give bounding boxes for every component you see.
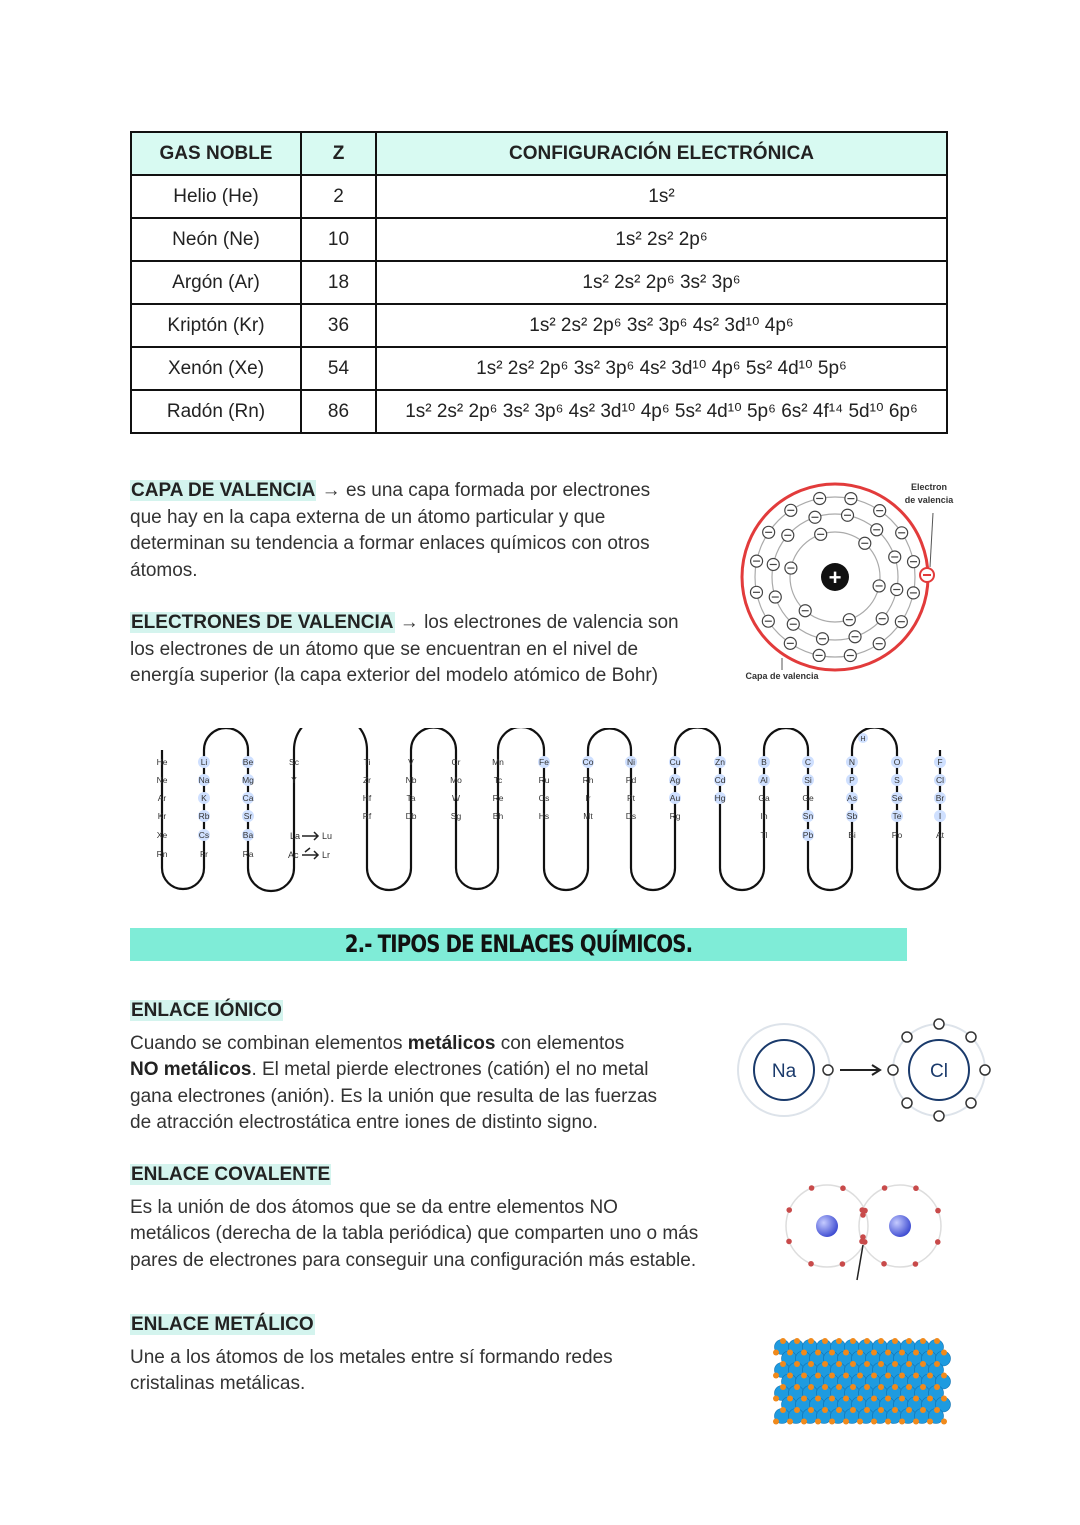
element-symbol: Ti <box>363 757 371 767</box>
element-symbol: Co <box>582 757 594 767</box>
gas-z: 2 <box>301 175 376 218</box>
ionic-bond-diagram <box>735 1010 1000 1125</box>
element-symbol: Cd <box>714 775 726 785</box>
col-header-gas: GAS NOBLE <box>131 132 301 175</box>
element-symbol: Hg <box>714 793 726 803</box>
element-symbol: He <box>156 757 168 767</box>
capa-valencia-text: átomos. <box>130 559 198 581</box>
element-symbol: Rb <box>198 811 210 821</box>
arrow-icon <box>840 1065 880 1075</box>
element-symbol: Mg <box>242 775 254 785</box>
element-symbol: Mo <box>450 775 462 785</box>
element-symbol: Zn <box>715 757 725 767</box>
gas-config: 1s² 2s² 2p⁶ <box>376 218 947 261</box>
element-symbol: Tl <box>760 830 768 840</box>
element-symbol: Sc <box>289 757 299 767</box>
capa-valencia-text: que hay en la capa externa de un átomo particular y que <box>130 506 606 528</box>
gas-name: Argón (Ar) <box>131 261 301 304</box>
section-banner <box>130 928 907 961</box>
snake-h: H <box>860 736 866 743</box>
table-row <box>131 218 947 261</box>
covalente-text: Es la unión de dos átomos que se da entre elementos NO <box>130 1196 618 1218</box>
element-symbol: Pd <box>625 775 637 785</box>
element-symbol: Sr <box>243 811 253 821</box>
element-symbol: Rf <box>362 811 372 821</box>
gas-name: Radón (Rn) <box>131 390 301 433</box>
element-symbol: Be <box>242 757 254 767</box>
element-symbol: Cu <box>669 757 681 767</box>
snake-ac: Ac <box>288 850 299 860</box>
ionico-text: Cuando se combinan elementos <box>130 1032 408 1054</box>
col-header-config: CONFIGURACIÓN ELECTRÓNICA <box>376 132 947 175</box>
enlace-ionico-title: ENLACE IÓNICO <box>131 1000 282 1021</box>
ionico-text: . El metal pierde electrones (catión) el no metal <box>251 1059 649 1080</box>
element-symbol: Fr <box>199 849 209 859</box>
snake-lu: Lu <box>322 831 333 841</box>
label-capa-valencia: Capa de valencia <box>745 671 819 681</box>
bohr-atom-diagram <box>730 475 970 690</box>
element-symbol: Mt <box>583 811 593 821</box>
element-symbol: Re <box>492 793 504 803</box>
gas-name: Kriptón (Kr) <box>131 304 301 347</box>
element-symbol: Zr <box>362 775 372 785</box>
arrow-icon <box>302 848 318 859</box>
element-symbol: Cr <box>451 757 461 767</box>
gas-config: 1s² 2s² 2p⁶ 3s² 3p⁶ 4s² 3d¹⁰ 4p⁶ 5s² 4d¹⁰ 5p⁶ 6s² 4f¹⁴ 5d¹⁰ 6p⁶ <box>376 390 947 433</box>
element-symbol: Pb <box>802 830 814 840</box>
capa-valencia-title: CAPA DE VALENCIA <box>131 480 316 501</box>
covalente-text: metálicos (derecha de la tabla periódica) que comparten uno o más <box>130 1223 699 1244</box>
cl-label: Cl <box>930 1061 948 1082</box>
element-symbol: Fe <box>539 757 549 767</box>
electrones-valencia-text: → los electrones de valencia son <box>399 612 679 633</box>
table-row <box>131 261 947 304</box>
element-symbol: Na <box>198 775 210 785</box>
electrones-valencia-text: energía superior (la capa exterior del modelo atómico de Bohr) <box>130 665 659 686</box>
element-symbol: Pt <box>626 793 636 803</box>
element-symbol: Mn <box>492 757 504 767</box>
element-symbol: Os <box>538 793 550 803</box>
electrones-valencia-title: ELECTRONES DE VALENCIA <box>131 612 394 633</box>
table-row <box>131 304 947 347</box>
gas-config: 1s² 2s² 2p⁶ 3s² 3p⁶ 4s² 3d¹⁰ 4p⁶ 5s² 4d¹⁰ 5p⁶ <box>376 347 947 390</box>
gas-z: 54 <box>301 347 376 390</box>
element-symbol: Li <box>200 757 208 767</box>
element-symbol: Ta <box>406 793 416 803</box>
noble-gas-table <box>130 131 948 434</box>
element-symbol: Ar <box>157 793 167 803</box>
element-symbol: Ga <box>758 793 770 803</box>
gas-z: 10 <box>301 218 376 261</box>
element-symbol: Nb <box>405 775 417 785</box>
ionico-bold: metálicos <box>407 1032 496 1054</box>
enlace-ionico-section <box>130 998 740 1137</box>
enlace-covalente-section <box>130 1162 750 1274</box>
element-symbol: Hf <box>362 793 372 803</box>
element-symbol: Rn <box>156 849 168 859</box>
ionico-bold: NO metálicos <box>130 1059 252 1080</box>
element-symbol: As <box>847 793 857 803</box>
gas-z: 86 <box>301 390 376 433</box>
element-symbol: Ca <box>242 793 254 803</box>
capa-valencia-paragraph <box>130 478 730 584</box>
element-symbol: Tc <box>493 775 503 785</box>
ionico-text: con elementos <box>495 1032 625 1054</box>
metalico-text: cristalinas metálicas. <box>130 1373 306 1394</box>
col-header-z: Z <box>301 132 376 175</box>
gas-name: Neón (Ne) <box>131 218 301 261</box>
gas-name: Helio (He) <box>131 175 301 218</box>
element-symbol: Br <box>935 793 945 803</box>
element-symbol: Kr <box>157 811 167 821</box>
gas-config: 1s² 2s² 2p⁶ 3s² 3p⁶ <box>376 261 947 304</box>
enlace-metalico-section <box>130 1312 750 1398</box>
covalent-bond-diagram <box>770 1175 960 1285</box>
nucleus-sign: + <box>828 565 842 590</box>
element-symbol: Sb <box>846 811 858 821</box>
element-symbol: Au <box>669 793 681 803</box>
element-symbol: N <box>848 757 856 767</box>
metallic-lattice-diagram <box>770 1335 955 1430</box>
element-symbol: Rh <box>582 775 594 785</box>
element-symbol: Cs <box>198 830 210 840</box>
element-symbol: P <box>849 775 855 785</box>
electrones-valencia-paragraph <box>130 610 730 690</box>
section-title: 2.- TIPOS DE ENLACES QUÍMICOS. <box>344 930 693 958</box>
snake-lr: Lr <box>322 850 331 860</box>
element-symbol: Sg <box>450 811 462 821</box>
element-symbol: Al <box>760 775 768 785</box>
element-symbol: Y <box>291 775 297 785</box>
covalente-text: pares de electrones para conseguir una configuración más estable. <box>130 1249 697 1271</box>
element-symbol: Db <box>405 811 417 821</box>
table-row <box>131 390 947 433</box>
table-header-row <box>131 132 947 175</box>
ionico-text: de atracción electrostática entre iones de distinto signo. <box>130 1112 598 1133</box>
element-symbol: W <box>451 793 461 803</box>
capa-valencia-text: → es una capa formada por electrones <box>321 480 651 501</box>
element-symbol: Bh <box>492 811 504 821</box>
element-symbol: At <box>935 830 945 840</box>
enlace-metalico-title: ENLACE METÁLICO <box>131 1314 314 1335</box>
electrones-valencia-text: los electrones de un átomo que se encuentran en el nivel de <box>130 638 639 660</box>
element-symbol: Sn <box>802 811 814 821</box>
element-symbol: B <box>761 757 767 767</box>
element-symbol: Si <box>804 775 812 785</box>
na-label: Na <box>771 1061 797 1082</box>
element-symbol: Rg <box>669 811 681 821</box>
element-symbol: Xe <box>156 830 168 840</box>
snake-path <box>162 728 943 891</box>
gas-name: Xenón (Xe) <box>131 347 301 390</box>
element-symbol: Po <box>891 830 903 840</box>
gas-config: 1s² <box>376 175 947 218</box>
element-symbol: Ru <box>538 775 550 785</box>
element-symbol: Se <box>891 793 903 803</box>
element-symbol: Cl <box>935 775 945 785</box>
element-symbol: Ni <box>626 757 636 767</box>
element-symbol: Ds <box>625 811 637 821</box>
arrow-icon <box>302 832 318 840</box>
label-de-valencia: de valencia <box>904 495 954 505</box>
element-symbol: O <box>893 757 901 767</box>
table-row <box>131 347 947 390</box>
element-symbol: In <box>760 811 768 821</box>
element-symbol: Ne <box>156 775 168 785</box>
element-symbol: I <box>938 811 942 821</box>
element-symbol: Ge <box>802 793 814 803</box>
snake-la: La <box>290 831 301 841</box>
metalico-text: Une a los átomos de los metales entre sí formando redes <box>130 1346 613 1368</box>
gas-z: 36 <box>301 304 376 347</box>
element-symbol: S <box>894 775 900 785</box>
element-symbol: Te <box>892 811 902 821</box>
gas-z: 18 <box>301 261 376 304</box>
element-symbol: Bi <box>848 830 856 840</box>
element-symbol: Ba <box>242 830 254 840</box>
label-electron: Electron <box>910 482 948 492</box>
snake-element-labels <box>157 756 946 859</box>
element-symbol: Hs <box>538 811 550 821</box>
element-symbol: Ag <box>669 775 681 785</box>
element-symbol: Ra <box>242 849 254 859</box>
capa-valencia-text: determinan su tendencia a formar enlaces químicos con otros <box>130 533 650 554</box>
gas-config: 1s² 2s² 2p⁶ 3s² 3p⁶ 4s² 3d¹⁰ 4p⁶ <box>376 304 947 347</box>
element-symbol: K <box>201 793 207 803</box>
element-symbol: Ir <box>585 793 591 803</box>
element-symbol: V <box>408 757 414 767</box>
enlace-covalente-title: ENLACE COVALENTE <box>131 1164 331 1185</box>
table-row <box>131 175 947 218</box>
ionico-text: gana electrones (anión). Es la unión que resulta de las fuerzas <box>130 1085 658 1107</box>
periodic-table-snake <box>140 728 960 893</box>
element-symbol: F <box>937 757 943 767</box>
element-symbol: C <box>804 757 812 767</box>
